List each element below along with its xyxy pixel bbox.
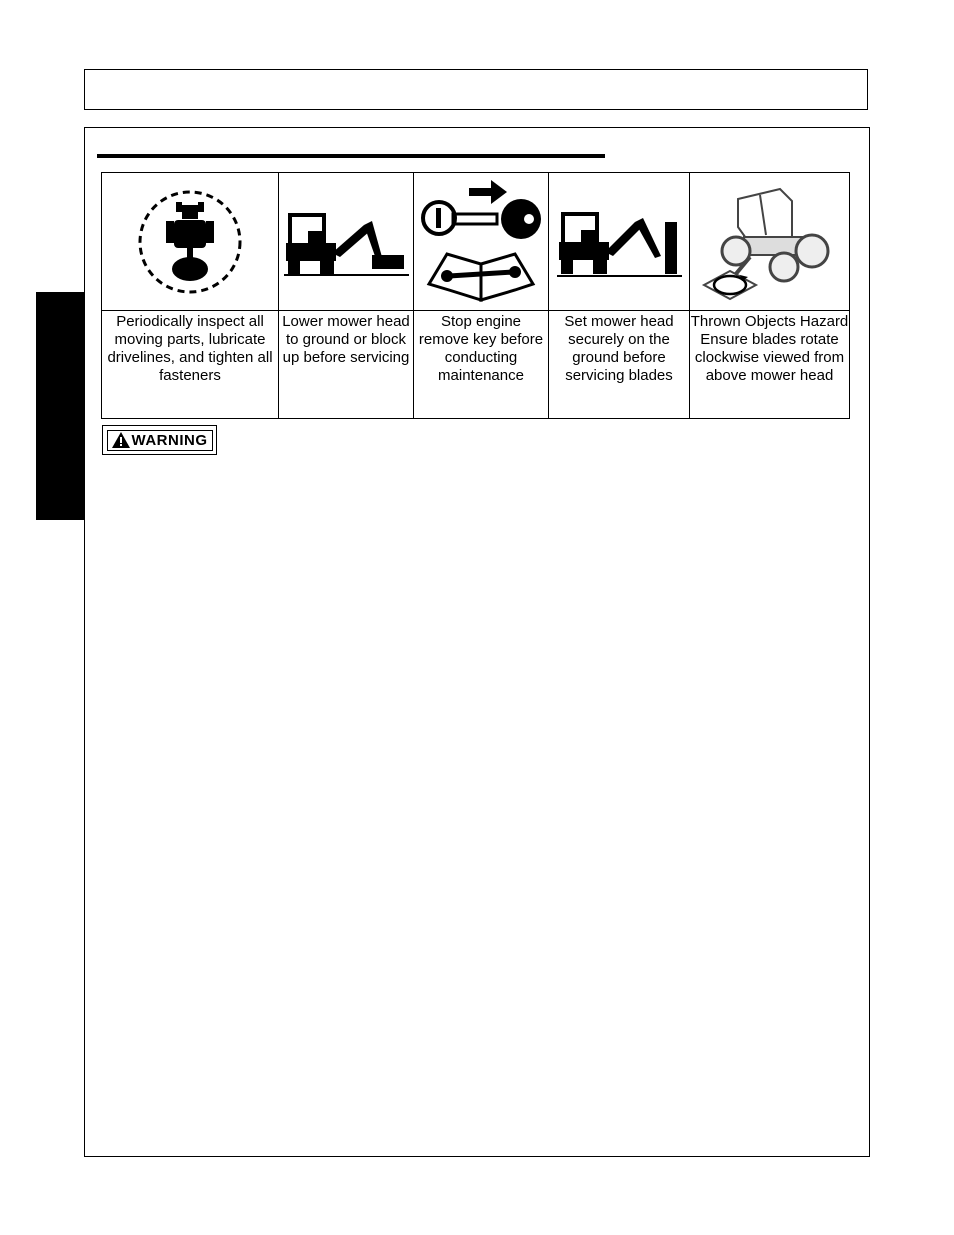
safety-panel-image [690,173,850,311]
inspect-circle-icon [130,187,250,297]
thrown-objects-tractor-icon [700,181,840,303]
safety-panel-image [102,173,279,311]
safety-panel-image [414,173,549,311]
section-title-rule [97,154,605,158]
safety-caption: Periodically inspect all moving parts, lubricate drivelines, and tighten all fasteners [102,311,279,419]
lowered-mower-icon [284,207,409,277]
safety-decal-table [101,172,850,419]
safety-panel-image [549,173,690,311]
safety-caption: Lower mower head to ground or block up before servicing [279,311,414,419]
warning-label: WARNING [131,431,208,449]
warning-badge-inner [107,430,213,451]
warning-triangle-icon [112,432,130,448]
key-manual-icon [419,176,544,308]
safety-caption: Stop engine remove key before conducting maintenance [414,311,549,419]
mower-head-set-icon [557,206,682,278]
warning-badge [102,425,217,455]
safety-caption: Set mower head securely on the ground before servicing blades [549,311,690,419]
safety-panel-image [279,173,414,311]
page-header-box [84,69,868,110]
section-side-tab [36,292,85,520]
safety-caption: Thrown Objects Hazard Ensure blades rotate clockwise viewed from above mower head [690,311,850,419]
